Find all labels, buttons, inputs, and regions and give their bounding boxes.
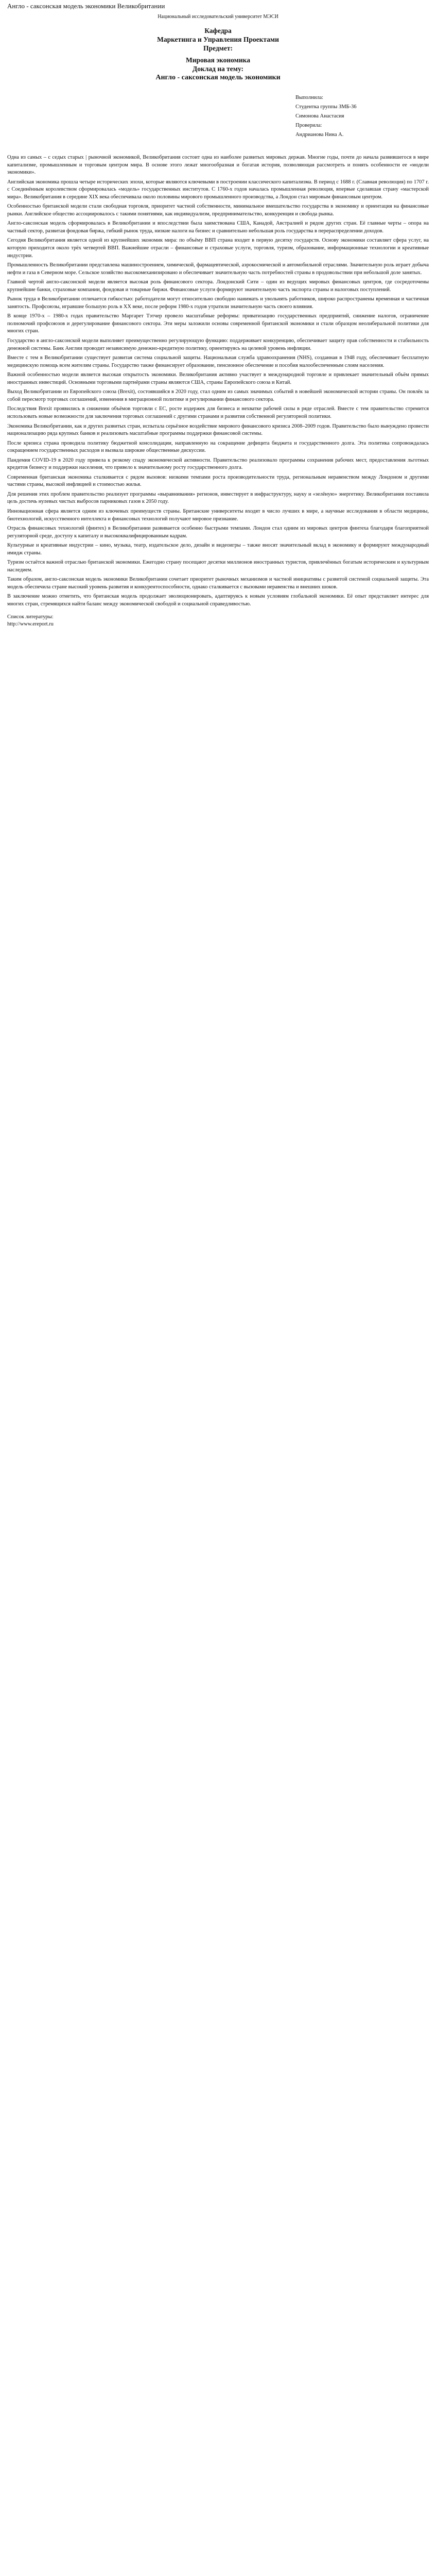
- body-paragraph: Последствия Brexit проявились в снижении объёмов торговли с ЕС, росте издержек для бизнеса и нехватке рабочей силы в ряде отраслей. Вместе с тем правительство стремится использовать новые возможности для заключения торговых соглашений с другими странами и развития собственной регуляторной политики.: [7, 406, 429, 419]
- body-paragraph: Отрасль финансовых технологий (финтех) в Великобритании развивается особенно быстрыми темпами. Лондон стал одним из мировых центров финтеха благодаря благоприятной регуляторной среде, доступу к капиталу и высококвалифицированным кадрам.: [7, 526, 429, 539]
- student-group: Студентка группы ЗМБ-36: [295, 104, 357, 110]
- body-paragraph: Культурные и креативные индустрии – кино, музыка, театр, издательское дело, дизайн и видеоигры – также вносят значительный вклад в экономику и формируют международный имидж страны.: [7, 543, 429, 556]
- teacher-name: Андрианова Нина А.: [295, 132, 344, 138]
- report-topic: Англо - саксонская модель экономики: [155, 74, 281, 81]
- body-paragraph: Экономика Великобритании, как и других развитых стран, испытала серьёзное воздействие мирового финансового кризиса 2008–2009 годов. Правительство было вынуждено провести национализацию ряда крупных банков и реализовать масштабные программы поддержки финансовой системы.: [7, 423, 429, 437]
- body-paragraph: Государство в англо-саксонской модели выполняет преимущественно регулирующую функцию: поддерживает конкуренцию, обеспечивает защиту прав собственности и стабильность денежной системы. Банк Англии проводит независимую денежно-кредитную политику, ориентируясь на целевой уровень инфляции.: [7, 338, 429, 351]
- body-paragraph: Сегодня Великобритания является одной из крупнейших экономик мира: по объёму ВВП страна входит в первую десятку государств. Основу экономики составляет сфера услуг, на которую приходится около трёх четвертей ВВП. Важнейшие отрасли – финансовые и страховые услуги, торговля, туризм, образование, информационные технологии и креативные индустрии.: [7, 238, 429, 259]
- body-paragraph: Английская экономика прошла четыре исторических эпохи, которые являются ключевыми в построении классического капитализма. В период с 1688 г. (Славная революция) по 1707 г. с Соединённым королевством сформировалась «модель» государственных институтов. С 1760-х годов началась промышленная революция, впервые сделавшая страну «мастерской мира». Великобритания в середине XIX века обеспечивала около половины мирового промышленного производства, а Лондон стал мировым финансовым центром.: [7, 179, 429, 200]
- sources-block: [7, 614, 429, 629]
- source-link[interactable]: http://www.ereport.ru: [7, 621, 54, 628]
- body-paragraph: Англо-саксонская модель сформировалась в Великобритании и впоследствии была заимствована США, Канадой, Австралией и рядом других стран. Её главные черты – опора на частный сектор, развитая фондовая биржа, гибкий рынок труда, низкие налоги на бизнес и сравнительно небольшая роль государства в перераспределении доходов.: [7, 221, 429, 234]
- document-title: Англо - саксонская модель экономики Великобритании: [7, 2, 165, 10]
- body-paragraph: Инновационная сфера является одним из ключевых преимуществ страны. Британские университеты входят в число лучших в мире, а научные исследования в области медицины, биотехнологий, искусственного интеллекта и финансовых технологий получают мировое признание.: [7, 508, 429, 522]
- department-label: Кафедра: [204, 27, 232, 35]
- sources-label: Список литературы:: [7, 614, 54, 620]
- checked-label: Проверила:: [295, 123, 322, 128]
- body-paragraph: Важной особенностью модели является высокая открытость экономики. Великобритания активно участвует в международной торговле и привлекает значительный объём прямых иностранных инвестиций. Основными торговыми партнёрами страны являются США, страны Европейского союза и Китай.: [7, 372, 429, 385]
- student-name: Симонова Анастасия: [295, 113, 344, 119]
- body-paragraph: Одна из самых – с седых старых | рыночной экономикой, Великобритания состоит одна из наиболее развитых мировых держав. Многие годы, почти до начала развившегося в мире капитализме, промышленным и торговым центром мира. В основе этого лежат многообразная и богатая история, позволяющая рассмотреть и понять особенности ее «модели экономики».: [7, 155, 429, 176]
- body-paragraph: Главной чертой англо-саксонской модели является высокая роль финансового сектора. Лондонский Сити – один из ведущих мировых финансовых центров, где сосредоточены крупнейшие банки, страховые компании, фондовая и товарные биржи. Финансовые услуги формируют значительную часть экспорта страны и налоговых поступлений.: [7, 279, 429, 293]
- department-name: Маркетинга и Управления Проектами: [157, 36, 279, 43]
- body-paragraph: Промышленность Великобритании представлена машиностроением, химической, фармацевтической, аэрокосмической и автомобильной отраслями. Значительную роль играет добыча нефти и газа в Северном море. Сельское хозяйство высокомеханизировано и обеспечивает значительную часть потребностей страны в продовольствии при небольшой доле занятых.: [7, 262, 429, 276]
- body-paragraph: Таким образом, англо-саксонская модель экономики Великобритании сочетает приоритет рыночных механизмов и частной инициативы с развитой системой социальной защиты. Эта модель обеспечила стране высокий уровень развития и конкурентоспособности, однако сталкивается с вызовами неравенства и внешних шоков.: [7, 577, 429, 590]
- body-paragraph: Рынок труда в Великобритании отличается гибкостью: работодатели могут относительно свободно нанимать и увольнять работников, широко распространены временная и частичная занятость. Профсоюзы, игравшие большую роль в XX веке, после реформ 1980-х годов утратили значительную часть своего влияния.: [7, 296, 429, 310]
- subject-name: Мировая экономика: [186, 56, 250, 64]
- body-paragraph: В заключение можно отметить, что британская модель продолжает эволюционировать, адаптируясь к новым условиям глобальной экономики. Её опыт представляет интерес для многих стран, стремящихся найти баланс между экономической свободой и социальной справедливостью.: [7, 594, 429, 607]
- body-paragraph: Особенностью британской модели стали свободная торговля, приоритет частной собственности, минимальное вмешательство государства в экономику и ориентация на финансовые рынки. Английское общество ассоциировалось с такими понятиями, как индивидуализм, предпринимательство, конкуренция и свобода рынка.: [7, 204, 429, 217]
- report-label: Доклад на тему:: [192, 65, 244, 73]
- body-paragraph: Современная британская экономика сталкивается с рядом вызовов: низкими темпами роста производительности труда, региональным неравенством между Лондоном и другими частями страны, высокой инфляцией и стоимостью жилья.: [7, 474, 429, 488]
- body-paragraph: Для решения этих проблем правительство реализует программы «выравнивания» регионов, инвестирует в инфраструктуру, науку и «зелёную» энергетику. Великобритания поставила цель достичь нулевых чистых выбросов парниковых газов к 2050 году.: [7, 491, 429, 505]
- university-name: Национальный исследовательский университет МЭСИ: [158, 14, 278, 20]
- subject-label: Предмет:: [203, 44, 233, 52]
- performed-label: Выполнила:: [295, 95, 324, 100]
- body-paragraph: Вместе с тем в Великобритании существует развитая система социальной защиты. Национальная служба здравоохранения (NHS), созданная в 1948 году, обеспечивает бесплатную медицинскую помощь всем жителям страны. Государство также финансирует образование, пенсионное обеспечение и пособия малообеспеченным слоям населения.: [7, 355, 429, 368]
- report-body: [7, 154, 429, 608]
- body-paragraph: В конце 1970-х – 1980-х годах правительство Маргарет Тэтчер провело масштабные реформы: приватизацию государственных предприятий, снижение налогов, ограничение полномочий профсоюзов и дерегулирование финансового сектора. Эти меры заложили основы современной британской экономики и стали образцом неолиберальной политики для многих стран.: [7, 313, 429, 334]
- author-block: [295, 93, 429, 140]
- title-block: [7, 26, 429, 82]
- body-paragraph: Пандемия COVID-19 в 2020 году привела к резкому спаду экономической активности. Правительство реализовало программы сохранения рабочих мест, предоставления льготных кредитов бизнесу и поддержки населения, что привело к значительному росту государственного долга.: [7, 457, 429, 471]
- body-paragraph: Выход Великобритании из Европейского союза (Brexit), состоявшийся в 2020 году, стал одним из самых значимых событий в новейшей экономической истории страны. Он повлёк за собой пересмотр торговых соглашений, изменения в миграционной политике и регулировании финансового сектора.: [7, 389, 429, 402]
- body-paragraph: После кризиса страна проводила политику бюджетной консолидации, направленную на сокращение дефицита бюджета и государственного долга. Эта политика сопровождалась сокращением государственных расходов и вызвала широкие общественные дискуссии.: [7, 440, 429, 454]
- body-paragraph: Туризм остаётся важной отраслью британской экономики. Ежегодно страну посещают десятки миллионов иностранных туристов, привлечённых богатым историческим и культурным наследием.: [7, 560, 429, 573]
